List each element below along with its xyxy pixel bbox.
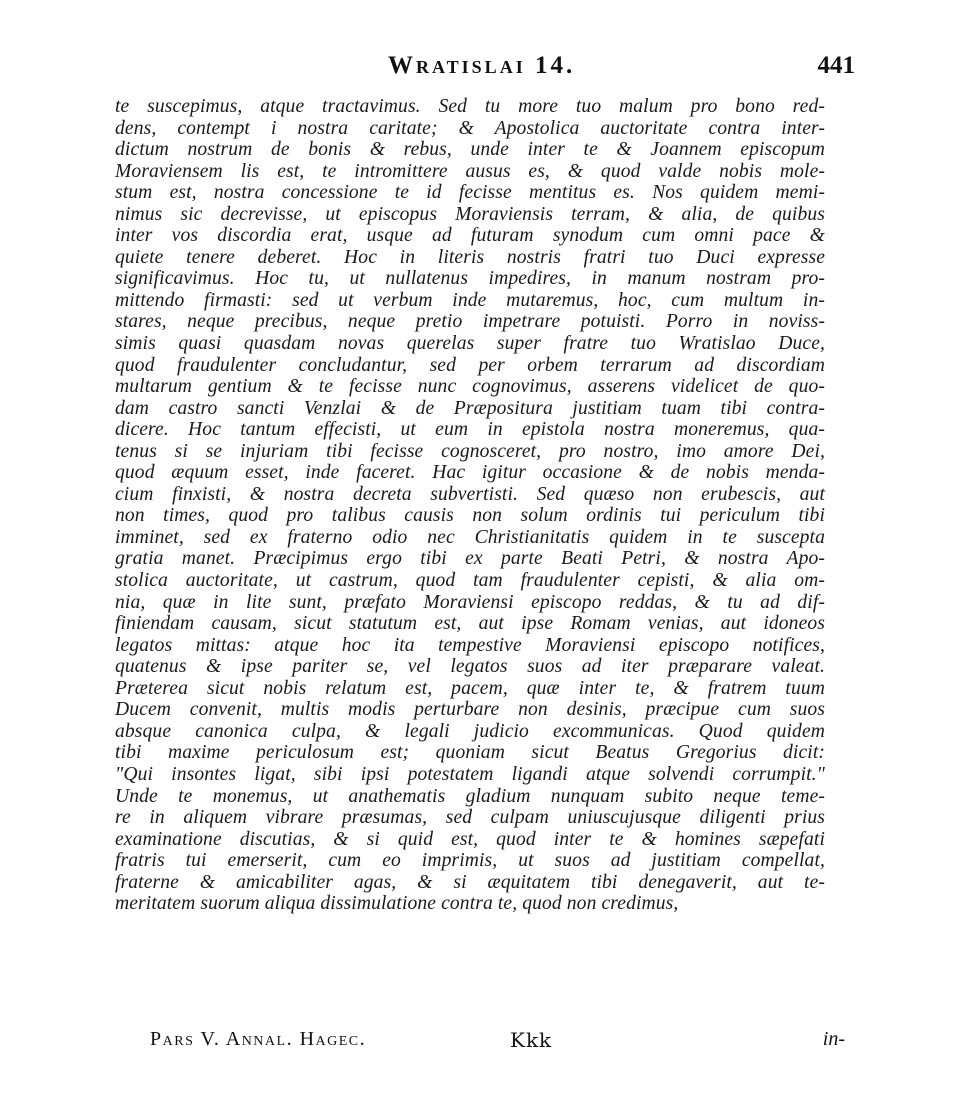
text-line: "Qui insontes ligat, sibi ipsi potestatem ligandi atque solvendi corrumpit.": [115, 763, 825, 785]
text-line: dens, contempt i nostra caritate; & Apostolica auctoritate contra inter-: [115, 117, 825, 139]
text-line: gratia manet. Præcipimus ergo tibi ex parte Beati Petri, & nostra Apo-: [115, 548, 825, 570]
text-line: stolica auctoritate, ut castrum, quod tam fraudulenter cepisti, & alia om-: [115, 570, 825, 592]
text-line: multarum gentium & te fecisse nunc cognovimus, asserens videlicet de quo-: [115, 376, 825, 398]
text-line: Unde te monemus, ut anathematis gladium nunquam subito neque teme-: [115, 785, 825, 807]
text-line: tibi maxime periculosum est; quoniam sicut Beatus Gregorius dicit:: [115, 742, 825, 764]
text-line: simis quasi quasdam novas querelas super fratre tuo Wratislao Duce,: [115, 333, 825, 355]
text-line: quiete tenere deberet. Hoc in literis nostris fratri tuo Duci expresse: [115, 246, 825, 268]
text-line: quod fraudulenter concludantur, sed per orbem terrarum ad discordiam: [115, 354, 825, 376]
text-line: quod æquum esset, inde faceret. Hac igitur occasione & de nobis menda-: [115, 462, 825, 484]
text-line: examinatione discutias, & si quid est, quod inter te & homines sæpefati: [115, 828, 825, 850]
body-text: [115, 96, 825, 915]
text-line: dictum nostrum de bonis & rebus, unde inter te & Joannem episcopum: [115, 139, 825, 161]
text-line: quatenus & ipse pariter se, vel legatos suos ad iter præparare valeat.: [115, 656, 825, 678]
text-line: inter vos discordia erat, usque ad futuram synodum cum omni pace &: [115, 225, 825, 247]
text-line: nia, quæ in lite sunt, præfato Moraviensi episcopo reddas, & tu ad dif-: [115, 591, 825, 613]
signature-mark: Kkk: [510, 1028, 553, 1052]
text-line: dicere. Hoc tantum effecisti, ut eum in epistola nostra moneremus, qua-: [115, 419, 825, 441]
text-line: stum est, nostra concessione te id fecisse mentitus es. Nos quidem memi-: [115, 182, 825, 204]
text-line: non times, quod pro talibus causis non solum ordinis tui periculum tibi: [115, 505, 825, 527]
text-line: absque canonica culpa, & legali judicio excommunicas. Quod quidem: [115, 720, 825, 742]
running-title: Wratislai 14.: [388, 52, 576, 79]
page-number: 441: [817, 52, 855, 79]
text-line: meritatem suorum aliqua dissimulatione contra te, quod non credimus,: [115, 893, 679, 915]
text-line: stares, neque precibus, neque pretio impetrare potuisti. Porro in noviss-: [115, 311, 825, 333]
text-line: te suscepimus, atque tractavimus. Sed tu more tuo malum pro bono red-: [115, 96, 825, 117]
running-head: [0, 52, 960, 92]
text-line: dam castro sancti Venzlai & de Præpositura justitiam tuam tibi contra-: [115, 397, 825, 419]
text-line: fraterne & amicabiliter agas, & si æquitatem tibi denegaverit, aut te-: [115, 871, 825, 893]
text-line: Ducem convenit, multis modis perturbare non desinis, præcipue cum suos: [115, 699, 825, 721]
text-line: fratris tui emerserit, cum eo imprimis, ut suos ad justitiam compellat,: [115, 850, 825, 872]
text-line: mittendo firmasti: sed ut verbum inde mutaremus, hoc, cum multum in-: [115, 289, 825, 311]
printer-signature: Pars V. Annal. Hagec.: [150, 1028, 367, 1050]
text-line: finiendam causam, sicut statutum est, aut ipse Romam venias, aut idoneos: [115, 613, 825, 635]
text-line: legatos mittas: atque hoc ita tempestive Moraviensi episcopo notifices,: [115, 634, 825, 656]
text-line: re in aliquem vibrare præsumas, sed culpam uniuscujusque diligenti prius: [115, 807, 825, 829]
text-line: imminet, sed ex fraterno odio nec Christianitatis quidem in te suscepta: [115, 526, 825, 548]
page-footer: [150, 1028, 845, 1058]
text-line: cium finxisti, & nostra decreta subvertisti. Sed quæso non erubescis, aut: [115, 483, 825, 505]
text-line: Moraviensem lis est, te intromittere ausus es, & quod valde nobis mole-: [115, 160, 825, 182]
text-line: nimus sic decrevisse, ut episcopus Moraviensis terram, & alia, de quibus: [115, 203, 825, 225]
text-line: tenus si se injuriam tibi fecisse cognosceret, pro nostro, imo amore Dei,: [115, 440, 825, 462]
text-line: Præterea sicut nobis relatum est, pacem, quæ inter te, & fratrem tuum: [115, 677, 825, 699]
catchword: in-: [822, 1028, 845, 1050]
text-line: significavimus. Hoc tu, ut nullatenus impedires, in manum nostram pro-: [115, 268, 825, 290]
